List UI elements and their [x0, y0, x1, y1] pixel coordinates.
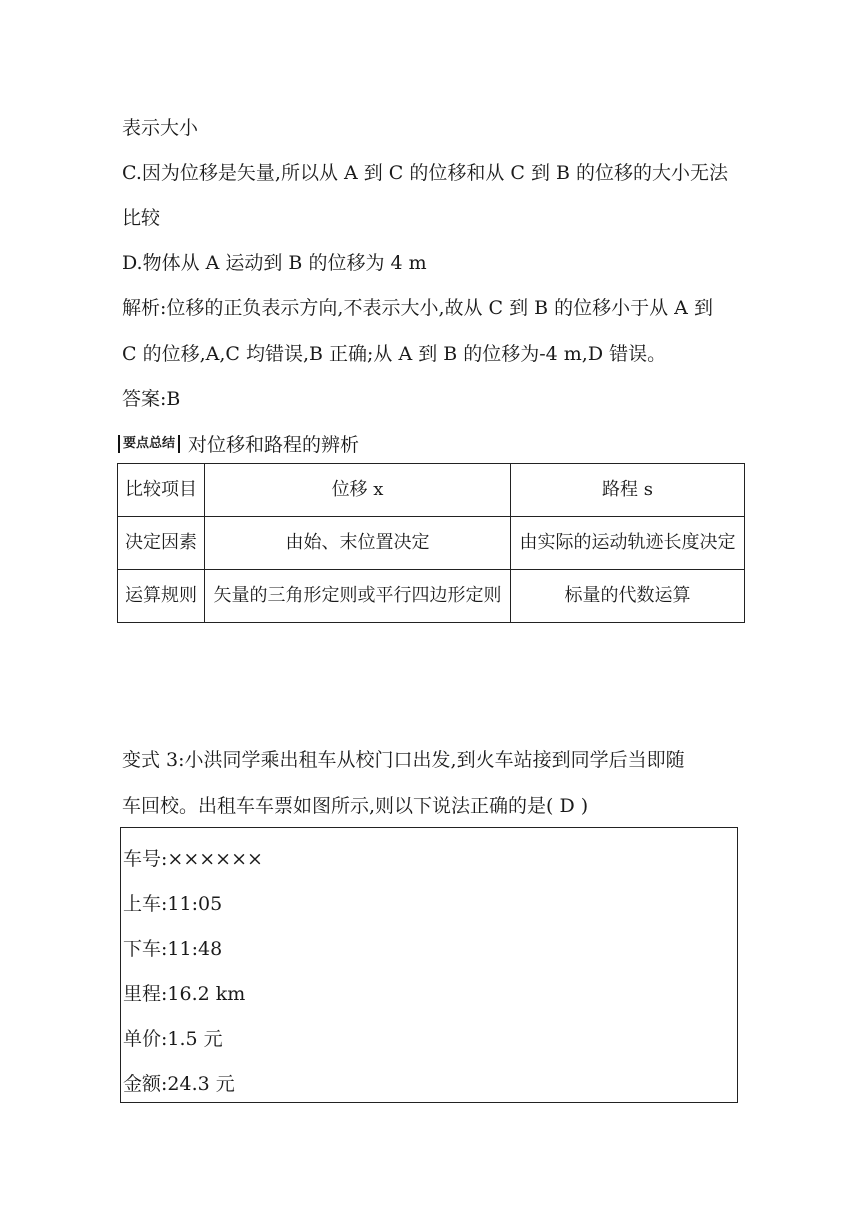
ticket-row: 金额:24.3 元: [123, 1073, 235, 1095]
table-cell: 标量的代数运算: [511, 570, 745, 623]
text-line: 表示大小: [122, 117, 199, 139]
analysis-text: C 的位移,A,C 均错误,B 正确;从 A 到 B 的位移为-4 m,D 错误。: [122, 343, 667, 365]
exercise-text: 变式 3:小洪同学乘出租车从校门口出发,到火车站接到同学后当即随: [122, 749, 685, 771]
text-line: 比较: [122, 207, 161, 229]
summary-heading: [118, 430, 359, 457]
comparison-table: [117, 463, 745, 623]
exercise-text: 车回校。出租车车票如图所示,则以下说法正确的是( D ): [122, 795, 589, 817]
summary-badge: 要点总结: [118, 435, 180, 453]
table-row: [118, 570, 745, 623]
table-cell: 决定因素: [118, 517, 205, 570]
ticket-row: 里程:16.2 km: [123, 983, 246, 1005]
summary-title: 对位移和路程的辨析: [188, 434, 360, 456]
ticket-row: 下车:11:48: [123, 938, 223, 960]
table-cell: 运算规则: [118, 570, 205, 623]
table-row: [118, 464, 745, 517]
table-cell: 矢量的三角形定则或平行四边形定则: [205, 570, 511, 623]
table-row: [118, 517, 745, 570]
table-cell: 比较项目: [118, 464, 205, 517]
option-d-text: D.物体从 A 运动到 B 的位移为 4 m: [122, 252, 427, 274]
table-cell: 路程 s: [511, 464, 745, 517]
table-cell: 由实际的运动轨迹长度决定: [511, 517, 745, 570]
ticket-row: 车号:××××××: [123, 848, 263, 870]
analysis-text: 解析:位移的正负表示方向,不表示大小,故从 C 到 B 的位移小于从 A 到: [122, 297, 713, 319]
answer-text: 答案:B: [122, 388, 181, 410]
table-cell: 由始、末位置决定: [205, 517, 511, 570]
ticket-row: 单价:1.5 元: [123, 1028, 223, 1050]
table-cell: 位移 x: [205, 464, 511, 517]
taxi-ticket: [120, 827, 738, 1103]
ticket-row: 上车:11:05: [123, 893, 223, 915]
option-c-text: C.因为位移是矢量,所以从 A 到 C 的位移和从 C 到 B 的位移的大小无法: [122, 162, 729, 184]
